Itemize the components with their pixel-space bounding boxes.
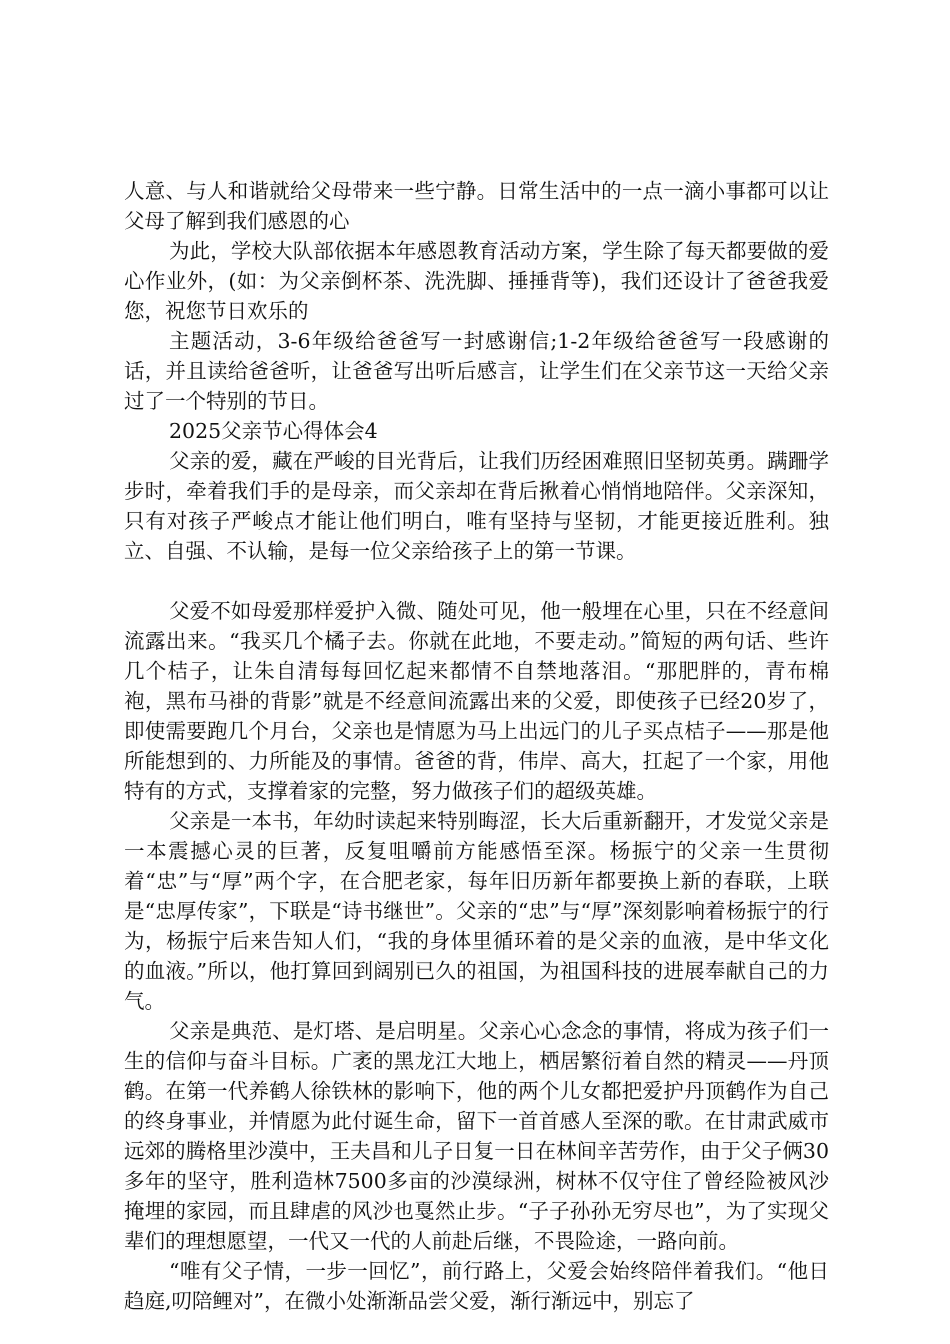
paragraph-8: “唯有父子情，一步一回忆”，前行路上，父爱会始终陪伴着我们。“他日趋庭,叨陪鲤对”，在微小处渐渐品尝父爱，渐行渐远中，别忘了 xyxy=(124,1259,829,1313)
paragraph-1: 人意、与人和谐就给父母带来一些宁静。日常生活中的一点一滴小事都可以让父母了解到我们感恩的心 xyxy=(124,179,829,233)
paragraph-gap xyxy=(124,566,829,596)
paragraph-2: 为此，学校大队部依据本年感恩教育活动方案，学生除了每天都要做的爱心作业外，(如：为父亲倒杯茶、洗洗脚、捶捶背等)，我们还设计了爸爸我爱您，祝您节日欢乐的 xyxy=(124,239,829,323)
paragraph-3: 主题活动，3-6年级给爸爸写一封感谢信;1-2年级给爸爸写一段感谢的话，并且读给爸爸听，让爸爸写出听后感言，让学生们在父亲节这一天给父亲过了一个特别的节日。 xyxy=(124,329,829,413)
paragraph-6: 父亲是一本书，年幼时读起来特别晦涩，长大后重新翻开，才发觉父亲是一本震撼心灵的巨著，反复咀嚼前方能感悟至深。杨振宁的父亲一生贯彻着“忠”与“厚”两个字，在合肥老家，每年旧历新年都要换上新的春联，上联是“忠厚传家”，下联是“诗书继世”。父亲的“忠”与“厚”深刻影响着杨振宁的行为，杨振宁后来告知人们，“我的身体里循环着的是父亲的血液，是中华文化的血液。”所以，他打算回到阔别已久的祖国，为祖国科技的进展奉献自己的力气。 xyxy=(124,809,829,1013)
paragraph-5: 父爱不如母爱那样爱护入微、随处可见，他一般埋在心里，只在不经意间流露出来。“我买几个橘子去。你就在此地，不要走动。”简短的两句话、些许几个桔子，让朱自清每每回忆起来都情不自禁地落泪。“那肥胖的，青布棉袍，黑布马褂的背影”就是不经意间流露出来的父爱，即使孩子已经20岁了，即使需要跑几个月台，父亲也是情愿为马上出远门的儿子买点桔子——那是他所能想到的、力所能及的事情。爸爸的背，伟岸、高大，扛起了一个家，用他特有的方式，支撑着家的完整，努力做孩子们的超级英雄。 xyxy=(124,599,829,803)
paragraph-7: 父亲是典范、是灯塔、是启明星。父亲心心念念的事情，将成为孩子们一生的信仰与奋斗目标。广袤的黑龙江大地上，栖居繁衍着自然的精灵——丹顶鹤。在第一代养鹤人徐铁林的影响下，他的两个儿女都把爱护丹顶鹤作为自己的终身事业，并情愿为此付诞生命，留下一首首感人至深的歌。在甘肃武威市远郊的腾格里沙漠中，王夫昌和儿子日复一日在林间辛苦劳作，由于父子俩30多年的坚守，胜利造林7500多亩的沙漠绿洲，树林不仅守住了曾经险被风沙掩埋的家园，而且肆虐的风沙也戛然止步。“子子孙孙无穷尽也”，为了实现父辈们的理想愿望，一代又一代的人前赴后继，不畏险途，一路向前。 xyxy=(124,1019,829,1253)
paragraph-4: 父亲的爱，藏在严峻的目光背后，让我们历经困难照旧坚韧英勇。蹒跚学步时，牵着我们手的是母亲，而父亲却在背后揪着心悄悄地陪伴。父亲深知，只有对孩子严峻点才能让他们明白，唯有坚持与坚韧，才能更接近胜利。独立、自强、不认输，是每一位父亲给孩子上的第一节课。 xyxy=(124,449,829,563)
document-body xyxy=(124,176,829,1316)
section-heading: 2025父亲节心得体会4 xyxy=(169,419,378,443)
